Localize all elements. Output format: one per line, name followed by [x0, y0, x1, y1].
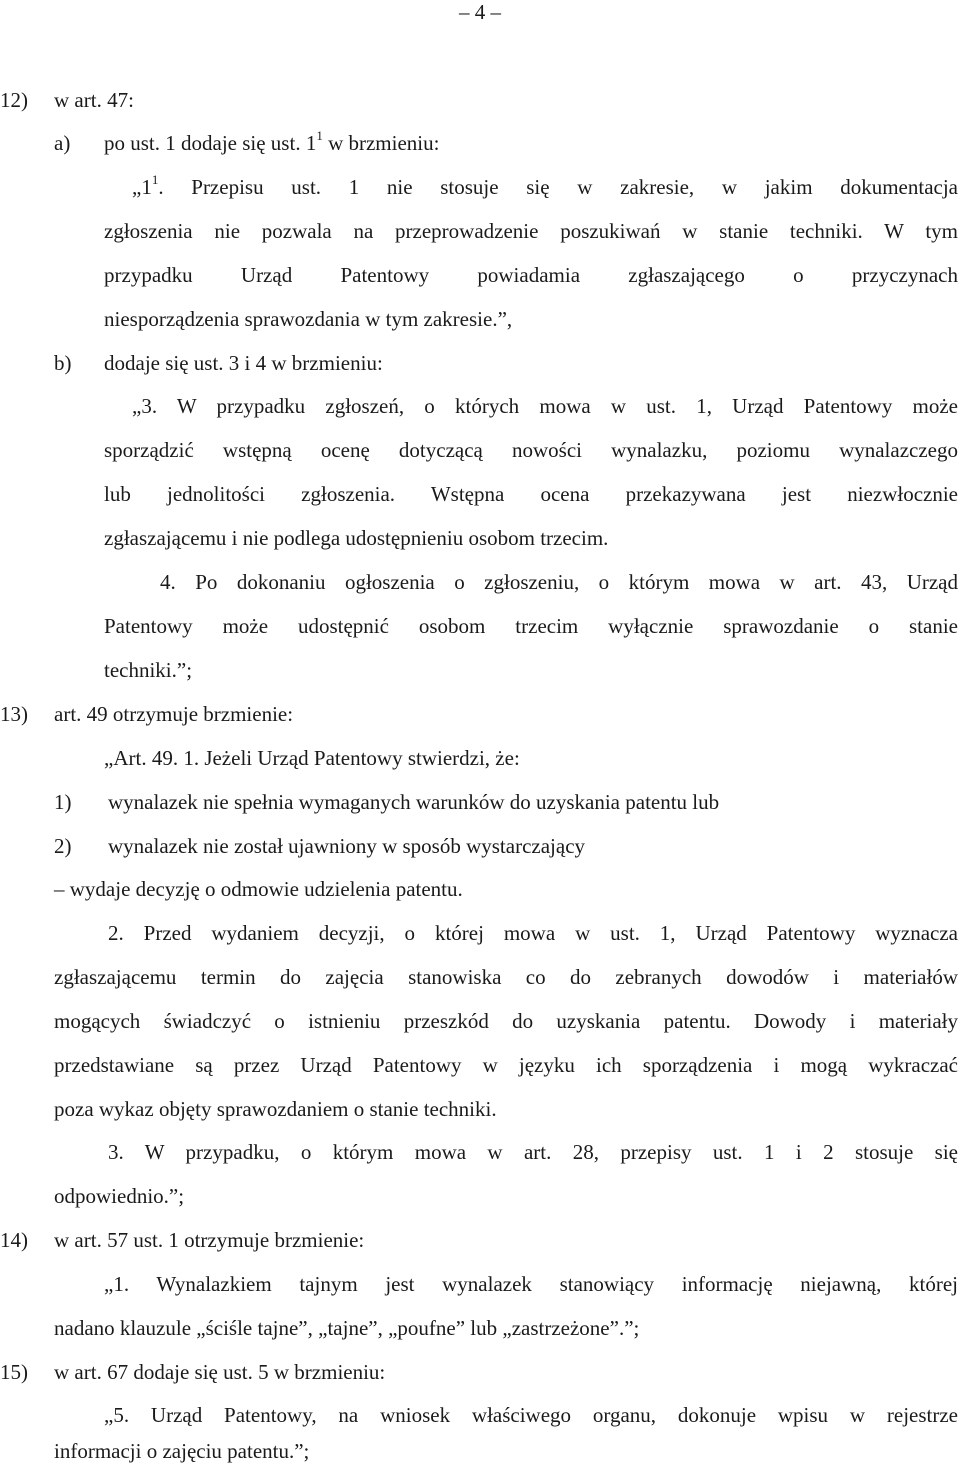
point-text-2: wynalazek nie został ujawniony w sposób wystarczający — [108, 834, 586, 858]
point-text-1: wynalazek nie spełnia wymaganych warunków do uzyskania patentu lub — [108, 790, 720, 814]
item-text-13: art. 49 otrzymuje brzmienie: — [54, 702, 294, 726]
superscript: 1 — [316, 128, 323, 143]
quote-open: „1 — [132, 175, 152, 199]
item-label-15: 15) — [0, 1360, 28, 1384]
quote-line: „3. W przypadku zgłoszeń, o których mowa w ust. 1, Urząd Patentowy może — [132, 394, 958, 418]
quote-line: 2. Przed wydaniem decyzji, o której mowa w ust. 1, Urząd Patentowy wyznacza — [108, 921, 958, 945]
quote-line: odpowiednio.”; — [54, 1184, 185, 1208]
item-label-12: 12) — [0, 88, 28, 112]
quote-line: nadano klauzule „ściśle tajne”, „tajne”, „poufne” lub „zastrzeżone”.”; — [54, 1316, 640, 1340]
subitem-label-b: b) — [54, 351, 72, 375]
quote-line: Patentowy może udostępnić osobom trzecim wyłącznie sprawozdanie o stanie — [104, 614, 958, 638]
quote-line: zgłaszającemu termin do zajęcia stanowiska co do zebranych dowodów i materiałów — [54, 965, 958, 989]
subitem-text-a-main: po ust. 1 dodaje się ust. 1 — [104, 131, 317, 155]
quote-line: lub jednolitości zgłoszenia. Wstępna ocena przekazywana jest niezwłocznie — [104, 482, 958, 506]
quote-line: sporządzić wstępną ocenę dotyczącą nowości wynalazku, poziomu wynalazczego — [104, 438, 958, 462]
subitem-label-a: a) — [54, 131, 71, 155]
quote-line — [132, 172, 958, 202]
quote-line: „5. Urząd Patentowy, na wniosek właściwego organu, dokonuje wpisu w rejestrze — [104, 1403, 958, 1427]
item-text-15: w art. 67 dodaje się ust. 5 w brzmieniu: — [54, 1360, 386, 1384]
quote-line: „1. Wynalazkiem tajnym jest wynalazek stanowiący informację niejawną, której — [104, 1272, 958, 1296]
quote-line: „Art. 49. 1. Jeżeli Urząd Patentowy stwierdzi, że: — [104, 746, 520, 770]
quote-rest: . Przepisu ust. 1 nie stosuje się w zakresie, w jakim dokumentacja — [158, 175, 958, 199]
superscript: 1 — [151, 172, 159, 187]
item-text-12: w art. 47: — [54, 88, 134, 112]
point-label-1: 1) — [54, 790, 72, 814]
item-text-14: w art. 57 ust. 1 otrzymuje brzmienie: — [54, 1228, 365, 1252]
quote-line: informacji o zajęciu patentu.”; — [54, 1439, 310, 1463]
quote-line: poza wykaz objęty sprawozdaniem o stanie techniki. — [54, 1097, 497, 1121]
quote-line: mogących świadczyć o istnieniu przeszkód do uzyskania patentu. Dowody i materiały — [54, 1009, 958, 1033]
item-label-14: 14) — [0, 1228, 28, 1252]
quote-line: – wydaje decyzję o odmowie udzielenia patentu. — [54, 877, 463, 901]
subitem-text-a-after: w brzmieniu: — [322, 131, 440, 155]
point-label-2: 2) — [54, 834, 72, 858]
quote-line: przypadku Urząd Patentowy powiadamia zgłaszającego o przyczynach — [104, 263, 958, 287]
quote-line: zgłoszenia nie pozwala na przeprowadzenie poszukiwań w stanie techniki. W tym — [104, 219, 958, 243]
page-number: – 4 – — [459, 0, 501, 24]
quote-line: przedstawiane są przez Urząd Patentowy w języku ich sporządzenia i mogą wykraczać — [54, 1053, 958, 1077]
quote-line: niesporządzenia sprawozdania w tym zakresie.”, — [104, 307, 513, 331]
quote-line: zgłaszającemu i nie podlega udostępnieniu osobom trzecim. — [104, 526, 609, 550]
item-label-13: 13) — [0, 702, 28, 726]
subitem-text-b: dodaje się ust. 3 i 4 w brzmieniu: — [104, 351, 383, 375]
quote-line: techniki.”; — [104, 658, 193, 682]
quote-line: 4. Po dokonaniu ogłoszenia o zgłoszeniu, o którym mowa w art. 43, Urząd — [160, 570, 958, 594]
quote-line: 3. W przypadku, o którym mowa w art. 28, przepisy ust. 1 i 2 stosuje się — [108, 1140, 958, 1164]
subitem-text-a — [104, 128, 439, 158]
